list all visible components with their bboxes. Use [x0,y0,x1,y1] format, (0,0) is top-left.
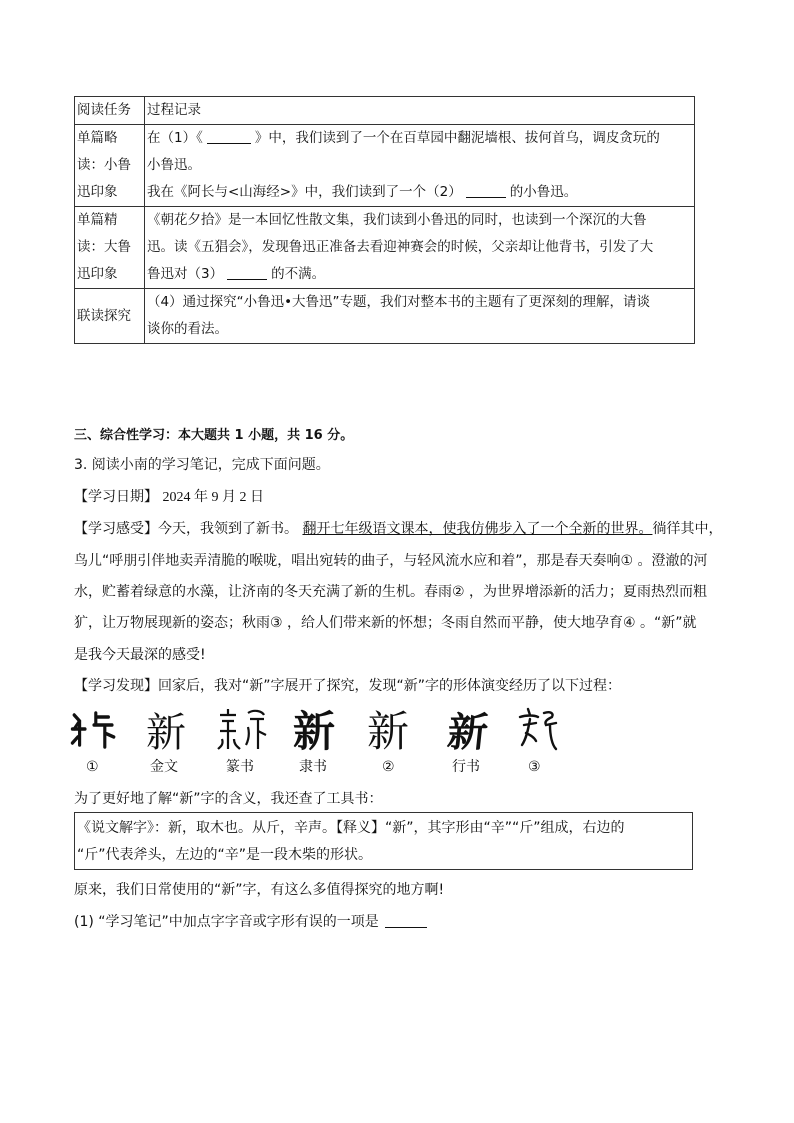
answer-blank-3[interactable] [227,265,267,280]
glyph-clerical: 新 [292,707,335,756]
seal-script-glyph-icon [214,705,270,753]
glyph-label: ② [382,759,395,775]
glyph-running: 新 [445,708,491,756]
answer-blank-2[interactable] [466,183,506,198]
sub-question-text: (1) “学习笔记”中加点字字音或字形有误的一项是 [74,914,379,930]
date-label: 【学习日期】 [74,489,158,505]
table-row [75,289,695,344]
dictionary-reference-box [74,812,693,870]
glyph-label: ① [86,759,99,775]
record-text: 》中，我们读到了一个在百草园中翻泥墙根、拔何首乌，调皮贪玩的 [254,130,660,146]
record-text: （4）通过探究“小鲁迅•大鲁迅”专题，我们对整本书的主题有了更深刻的理解，请谈 [147,294,651,310]
study-feeling-line [74,519,722,539]
glyph-label: 篆书 [226,759,254,775]
reference-text: “斤”代表斧头，左边的“辛”是一段木柴的形状。 [77,847,373,863]
header-record: 过程记录 [145,97,695,125]
feel-text: 水，贮蓄着绿意的水藻，让济南的冬天充满了新的生机。春雨② ，为世界增添新的活力；夏雨热烈而粗 [74,584,707,600]
glyph-label: 金文 [150,759,178,775]
record-text: 《朝花夕拾》是一本回忆性散文集，我们读到小鲁迅的同时，也读到一个深沉的大鲁 [147,212,647,228]
task-cell: 单篇精读：大鲁迅印象 [75,207,145,289]
underlined-sentence: 翻开七年级语文课本，使我仿佛步入了一个全新的世界。 [302,521,653,537]
date-value: 2024 年 9 月 2 日 [162,490,264,505]
conclusion-text: 原来，我们日常使用的“新”字，有这么多值得探究的地方啊! [74,882,445,898]
feel-text: 是我今天最深的感受! [74,647,206,663]
table-header-row [75,97,695,125]
reference-text: 《说文解字》：新，取木也。从斤，辛声。【释义】“新”，其字形由“辛”“斤”组成，右边的 [77,820,625,836]
study-discovery [74,676,621,696]
record-text: 的小鲁迅。 [509,184,578,200]
record-text: 小鲁迅。 [147,157,201,173]
glyph-seal [212,702,272,756]
glyph-cursive [508,702,568,756]
record-text: 我在《阿长与<山海经>》中，我们读到了一个（2） [147,184,462,200]
table-row [75,207,695,289]
glyph-bronze: 新 [146,709,186,756]
oracle-bone-glyph-icon [69,707,119,751]
reading-task-table [74,96,695,344]
record-cell [145,207,695,289]
glyph-label: ③ [528,759,541,775]
record-text: 鲁迅对（3） [147,266,224,282]
feel-text: 今天，我领到了新书。 [158,521,298,537]
find-label: 【学习发现】 [74,678,158,694]
table-row [75,125,695,207]
study-date [74,487,264,508]
record-text: 迅。读《五猖会》，发现鲁迅正准备去看迎神赛会的时候，父亲却让他背书，引发了大 [147,239,654,255]
feel-text: 鸟儿“呼朋引伴地卖弄清脆的喉咙，唱出宛转的曲子，与轻风流水应和着”，那是春天奏响① 。澄澈的河 [74,553,708,569]
section-heading: 三、综合性学习：本大题共 1 小题，共 16 分。 [74,428,354,443]
glyph-label: 隶书 [299,759,327,775]
feel-label: 【学习感受】 [74,521,158,537]
question-prompt: 3. 阅读小南的学习笔记，完成下面问题。 [74,457,330,473]
glyph-label: 行书 [452,759,480,775]
record-text: 的不满。 [271,266,326,282]
record-text: 谈你的看法。 [147,321,228,337]
header-task: 阅读任务 [75,97,145,125]
record-text: 在（1）《 [147,130,203,146]
sub-question-1 [74,912,431,932]
glyph-oracle-bone [67,702,121,756]
record-cell [145,289,695,344]
answer-blank-1[interactable] [207,129,251,144]
record-cell [145,125,695,207]
task-cell: 单篇略读：小鲁迅印象 [75,125,145,207]
cursive-glyph-icon [516,705,560,753]
find-text: 回家后，我对“新”字展开了探究，发现“新”字的形体演变经历了以下过程： [158,678,622,694]
glyph-regular: 新 [366,707,409,756]
feel-text: 徜徉其中， [652,521,723,537]
task-cell: 联读探究 [75,289,145,344]
answer-blank-sub-q1[interactable] [385,913,427,928]
tool-book-text: 为了更好地了解“新”字的含义，我还查了工具书： [74,791,383,807]
feel-text: 犷，让万物展现新的姿态；秋雨③ ，给人们带来新的怀想；冬雨自然而平静，使大地孕育④ 。“新”就 [74,615,697,631]
